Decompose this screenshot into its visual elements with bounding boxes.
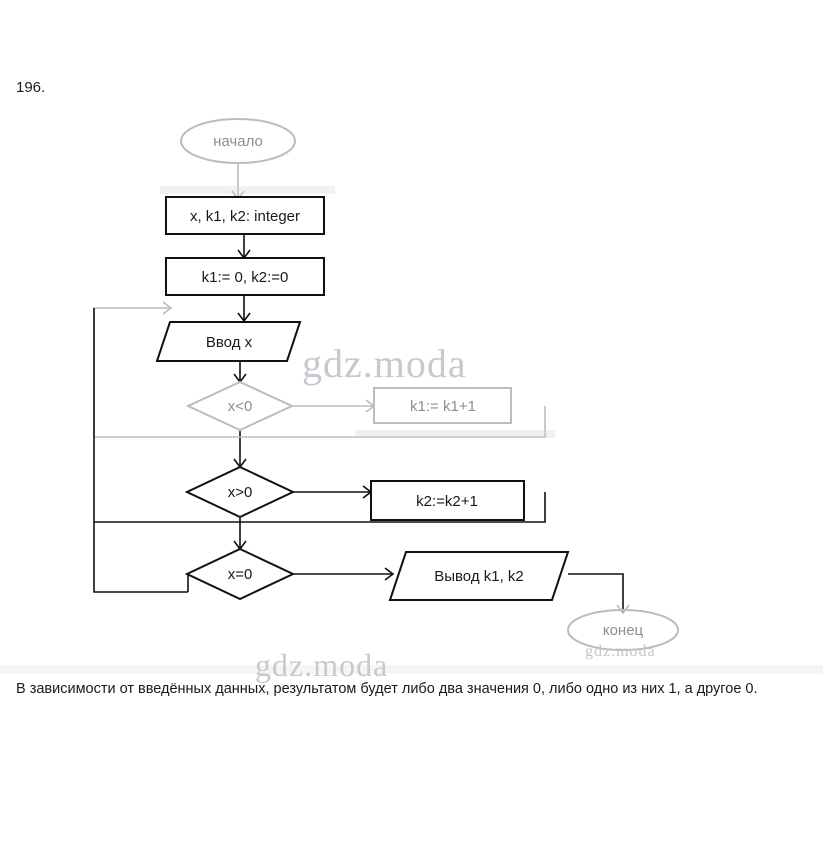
connector-init-to-input (238, 295, 250, 321)
watermark-secondary: gdz.moda (255, 647, 389, 683)
node-input (157, 322, 300, 361)
node-end (568, 610, 678, 650)
node-cond2-label: x>0 (227, 484, 253, 501)
connector-cond2-to-incr2 (293, 486, 371, 498)
watermark-small: gdz.moda (585, 643, 656, 660)
node-incr2-label: k2:=k2+1 (416, 493, 478, 510)
node-start (181, 119, 295, 163)
node-cond3 (187, 549, 293, 599)
node-init (166, 258, 324, 295)
connector-cond3-to-output (293, 568, 393, 580)
page-title: 196. (16, 79, 46, 96)
connector-output-to-end (568, 574, 629, 613)
node-cond3-label: x=0 (227, 566, 253, 583)
node-input-label: Ввод x (205, 334, 253, 351)
node-output (390, 552, 568, 600)
connector-declare-to-init (238, 233, 250, 258)
connector-input-to-cond1 (234, 361, 246, 382)
node-output-label: Вывод k1, k2 (434, 568, 524, 585)
node-start-label: начало (213, 133, 263, 150)
node-cond1 (188, 382, 292, 430)
connector-start-to-declare (232, 162, 244, 199)
caption-text: В зависимости от введённых данных, результатом будет либо два значения 0, либо одно из них 1, а другое 0. (16, 681, 758, 697)
node-incr1-label: k1:= k1+1 (410, 398, 476, 415)
node-incr1 (374, 388, 511, 423)
node-cond1-label: x<0 (227, 398, 253, 415)
watermark-main: gdz.moda (302, 341, 467, 386)
connector-incr1-loop-back (94, 302, 545, 437)
node-init-label: k1:= 0, k2:=0 (201, 269, 289, 286)
connector-cond1-to-incr1 (292, 400, 374, 412)
node-declare-label: x, k1, k2: integer (189, 208, 301, 225)
node-end-label: конец (602, 622, 644, 639)
node-cond2 (187, 467, 293, 517)
node-declare (166, 197, 324, 234)
node-incr2 (371, 481, 524, 520)
